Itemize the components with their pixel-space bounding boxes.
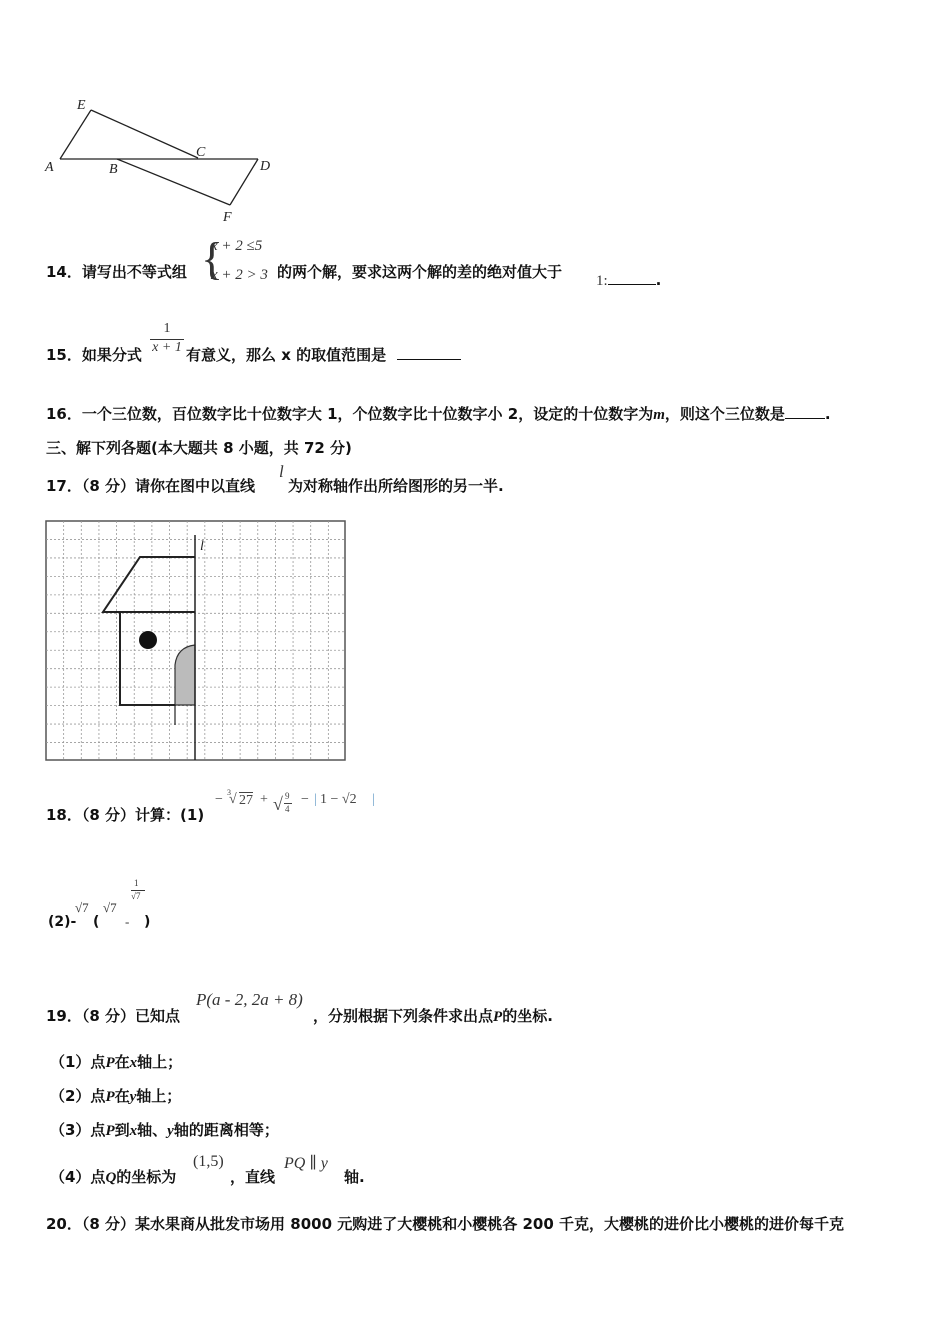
abs-close: | — [372, 792, 375, 807]
expr1-radicand: 27 — [239, 793, 253, 808]
item4-tail: 轴. — [344, 1168, 365, 1186]
dot-icon — [139, 631, 157, 649]
q14-blank[interactable] — [608, 270, 656, 285]
expr2-frac-num: 1 — [134, 878, 139, 888]
item4-tail-wrap — [344, 1167, 365, 1187]
item3-var1: P — [105, 1123, 115, 1139]
expr1-frac-den: 4 — [285, 804, 290, 814]
q17-axis: l — [279, 462, 284, 481]
expr2-label: (2)- — [48, 914, 77, 930]
question-14 — [46, 262, 187, 282]
brace-icon: { — [201, 233, 224, 284]
question-17 — [46, 476, 255, 496]
item3-label: （3）点 — [50, 1121, 106, 1139]
item2-var2: y — [129, 1089, 137, 1105]
item2-var1: P — [105, 1089, 115, 1105]
geometry-figure — [40, 95, 290, 230]
question-18 — [46, 805, 204, 825]
label-B: B — [109, 162, 118, 177]
expr2-frac-den: √7 — [131, 891, 141, 901]
q19-point: P(a - 2, 2a + 8) — [196, 990, 303, 1009]
q16-blank[interactable] — [785, 404, 825, 419]
q18-points: （8 分） — [81, 806, 136, 824]
expr1-frac-num: 9 — [285, 791, 290, 801]
item1-label: （1）点 — [50, 1053, 106, 1071]
q15-suffix: 有意义，那么 x 的取值范围是 — [186, 346, 387, 364]
item4-coord: (1,5) — [193, 1153, 224, 1170]
question-16 — [46, 404, 831, 425]
item2-tail: 轴上； — [136, 1087, 182, 1105]
expression-2 — [48, 878, 168, 938]
question-19 — [46, 1006, 180, 1026]
inequality-1: x + 2 ≤5 — [211, 238, 263, 254]
segment-AE — [60, 110, 91, 159]
item1-var2: x — [129, 1055, 138, 1071]
expr1-abs-content: 1 − √2 — [320, 792, 357, 807]
shaded-region — [175, 645, 195, 705]
fraction-numerator: 1 — [163, 321, 171, 336]
segment-EC — [91, 110, 198, 158]
q15-text — [186, 345, 461, 365]
q14-colon: : — [603, 273, 608, 289]
q19-item-2 — [50, 1086, 181, 1107]
q19-number: 19． — [46, 1007, 82, 1025]
section-title: 三、解下列各题(本大题共 8 小题，共 72 分) — [46, 439, 352, 457]
q19-suffix-a: ，分别根据下列条件求出点 — [313, 1007, 494, 1025]
expr2-minus: - — [125, 914, 130, 929]
expr2-close: ) — [144, 914, 151, 930]
item4-mid2-wrap — [230, 1167, 275, 1187]
q18-prefix: 计算：(1) — [135, 806, 205, 824]
item1-var1: P — [105, 1055, 115, 1071]
label-F: F — [223, 210, 232, 225]
radical-icon: √ — [229, 792, 237, 807]
q17-text — [288, 476, 504, 496]
q16-var: m — [653, 407, 665, 423]
q17-points: （8 分） — [81, 477, 136, 495]
inequality-2: x + 2 > 3 — [211, 267, 268, 283]
q19-prefix: 已知点 — [135, 1007, 181, 1025]
q19-item-4 — [50, 1167, 176, 1188]
item4-mid2: ，直线 — [230, 1168, 276, 1186]
expr2-sqrt2: √7 — [103, 900, 117, 915]
item3-var2: x — [129, 1123, 138, 1139]
question-20: 20．（8 分）某水果商从批发市场用 8000 元购进了大樱桃和小樱桃各 200 千克，大樱桃的进价比小樱桃的进价每千克 — [46, 1215, 844, 1233]
inequality-system — [201, 233, 281, 290]
expr1-minus2: − — [301, 792, 309, 807]
item3-var3: y — [167, 1123, 174, 1139]
q19-text — [313, 1006, 553, 1027]
item1-tail: 轴上； — [137, 1053, 183, 1071]
item4-mid: 的坐标为 — [116, 1168, 177, 1186]
item2-label: （2）点 — [50, 1087, 106, 1105]
q18-number: 18． — [46, 806, 82, 824]
item3-mid: 到 — [114, 1121, 130, 1139]
label-C: C — [196, 145, 206, 160]
segment-DF — [230, 159, 258, 205]
q14-suffix: 的两个解，要求这两个解的差的绝对值大于 — [277, 263, 563, 281]
q19-P: P — [493, 1009, 503, 1025]
label-A: A — [45, 160, 54, 175]
q14-value: 1 — [596, 273, 604, 289]
segment-BF — [117, 159, 230, 205]
expression-1 — [215, 788, 385, 820]
item2-mid: 在 — [114, 1087, 130, 1105]
item4-Q: Q — [105, 1170, 117, 1186]
item4-label: （4）点 — [50, 1168, 106, 1186]
q14-text — [277, 262, 562, 282]
q14-answer — [596, 270, 661, 291]
q15-prefix: 如果分式 — [81, 346, 142, 364]
q14-end: . — [655, 271, 662, 289]
q17-suffix: 为对称轴作出所给图形的另一半. — [288, 477, 504, 495]
q19-item-1 — [50, 1052, 182, 1073]
q19-suffix-b: 的坐标. — [502, 1007, 553, 1025]
item3-tail2: 轴、 — [137, 1121, 168, 1139]
abs-open: | — [314, 792, 317, 807]
axis-label: l — [200, 539, 204, 554]
expr1-minus: − — [215, 792, 223, 807]
fraction-q15 — [150, 321, 184, 358]
q16-text-a: 16．一个三位数，百位数字比十位数字大 1，个位数字比十位数字小 2，设定的十位数字为 — [46, 405, 654, 423]
item1-mid: 在 — [114, 1053, 130, 1071]
label-E: E — [77, 98, 86, 113]
q16-text-b: ，则这个三位数是 — [664, 405, 785, 423]
item4-expr: PQ ∥ y — [284, 1155, 328, 1172]
q19-points: （8 分） — [81, 1007, 136, 1025]
q15-blank[interactable] — [397, 345, 461, 360]
q17-prefix: 请你在图中以直线 — [135, 477, 256, 495]
q14-number: 14． — [46, 263, 82, 281]
q17-number: 17． — [46, 477, 82, 495]
radical-icon-2: √ — [273, 794, 283, 814]
expr2-sqrt1: √7 — [75, 900, 89, 915]
expr2-open: ( — [93, 914, 100, 930]
q14-prefix: 请写出不等式组 — [81, 263, 187, 281]
q15-number: 15． — [46, 346, 82, 364]
item3-tail: 轴的距离相等； — [173, 1121, 279, 1139]
q19-item-3 — [50, 1120, 279, 1141]
label-D: D — [260, 159, 271, 174]
fraction-denominator: x + 1 — [152, 340, 182, 355]
expr1-plus: + — [260, 792, 268, 807]
question-15 — [46, 345, 142, 365]
expr1-root-index: 3 — [227, 788, 231, 797]
q16-end: . — [824, 405, 831, 423]
symmetry-grid — [45, 520, 347, 762]
